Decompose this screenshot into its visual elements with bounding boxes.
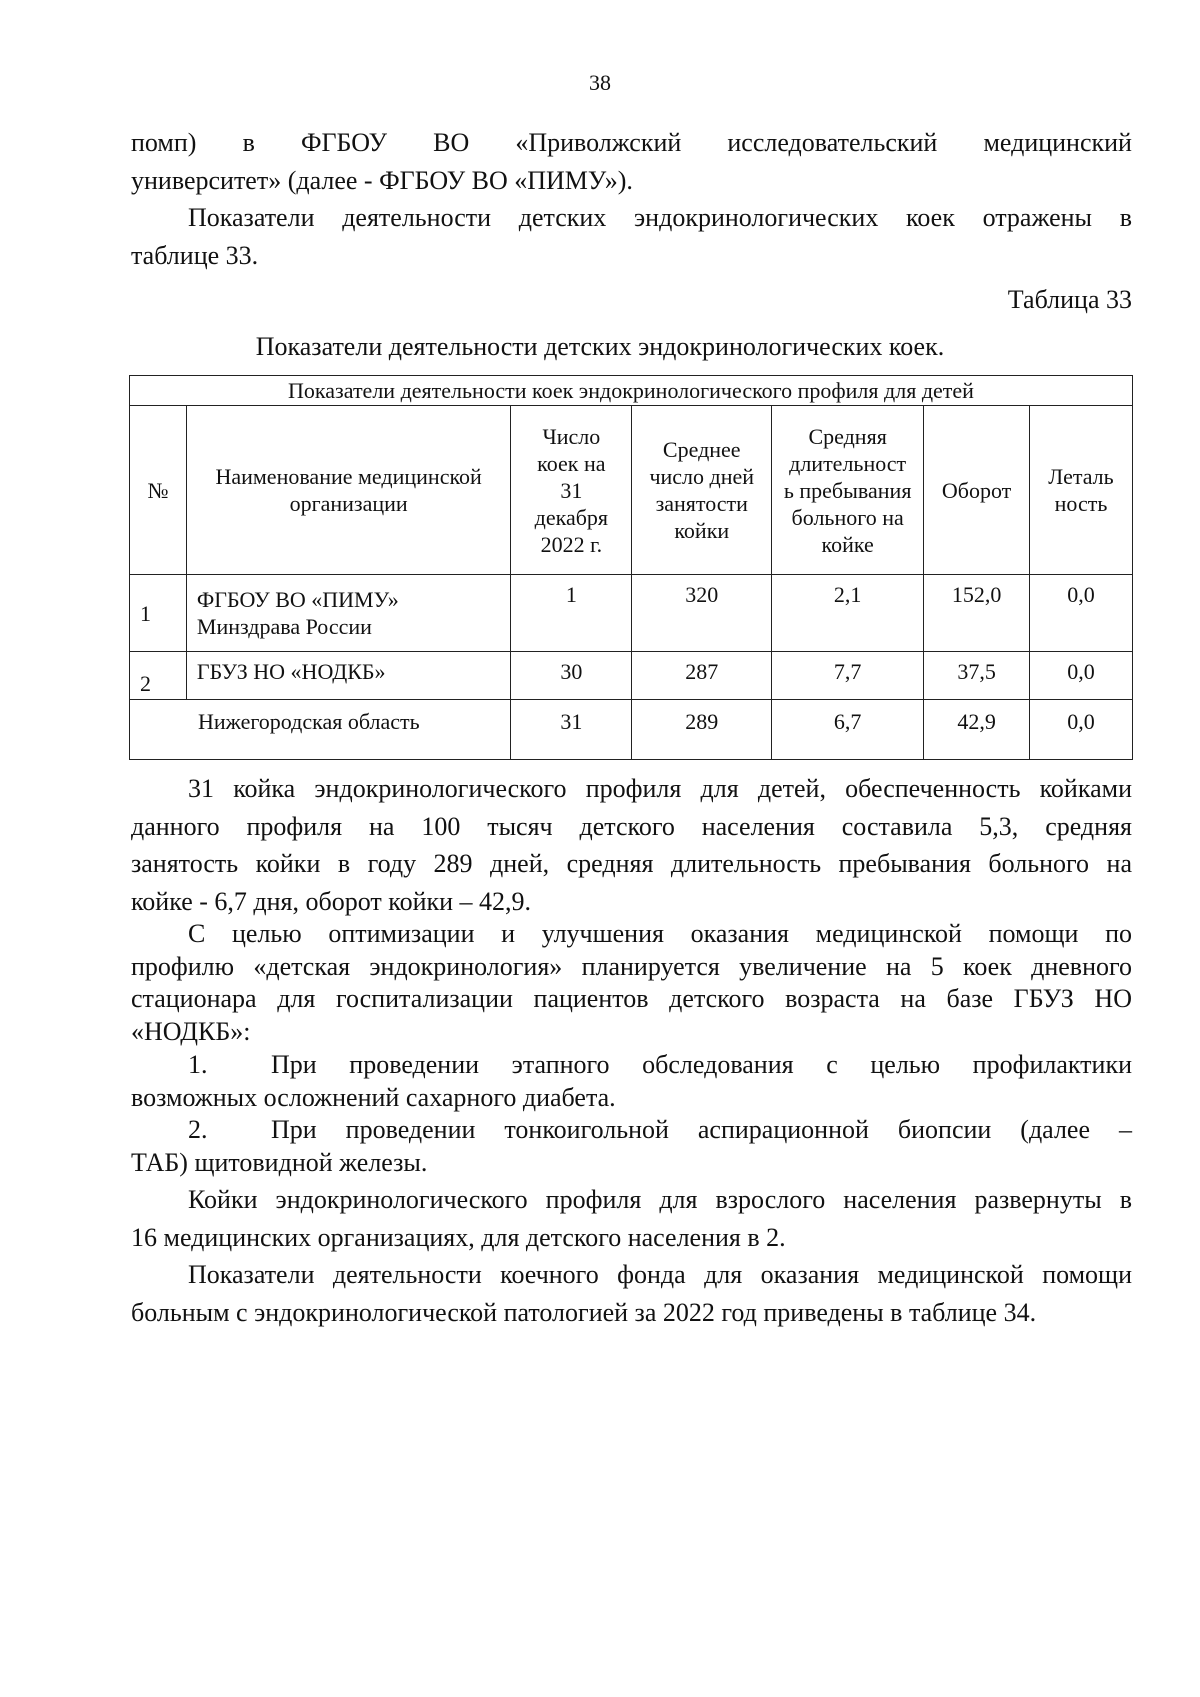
total-org: Нижегородская область — [130, 700, 511, 760]
column-header-days: Среднее число дней занятости койки — [632, 406, 772, 575]
paragraph-2-line-2: таблице 33. — [131, 240, 259, 270]
table-total-row — [130, 700, 1133, 760]
word: помп) — [131, 128, 197, 157]
row-org-line-1: ФГБОУ ВО «ПИМУ» — [196, 587, 399, 612]
list-item-line-1 — [131, 1114, 1132, 1147]
paragraph-4-line-3: стационара для госпитализации пациентов детского возраста на базе ГБУЗ НО — [131, 984, 1132, 1013]
paragraph-4 — [131, 918, 1132, 1048]
list-item — [131, 1114, 1132, 1179]
list-item-line-2: возможных осложнений сахарного диабета. — [131, 1082, 616, 1112]
paragraph-3-line-3: занятость койки в году 289 дней, средняя длительность пребывания больного на — [131, 849, 1132, 878]
page-number: 38 — [589, 70, 611, 95]
row-days: 320 — [632, 575, 772, 652]
row-turnover: 37,5 — [924, 652, 1030, 700]
table-header-row — [130, 406, 1133, 575]
total-turnover: 42,9 — [924, 700, 1030, 760]
row-beds: 30 — [511, 652, 632, 700]
paragraph-3-line-1: 31 койка эндокринологического профиля для детей, обеспеченность койками — [188, 774, 1132, 803]
table-row — [130, 575, 1133, 652]
row-num: 1 — [130, 575, 187, 652]
list-item — [131, 1049, 1132, 1114]
column-header-turnover: Оборот — [924, 406, 1030, 575]
paragraph-3-line-4: койке - 6,7 дня, оборот койки – 42,9. — [131, 886, 532, 916]
total-lethality: 0,0 — [1030, 700, 1133, 760]
paragraph-6-line-1: Показатели деятельности коечного фонда для оказания медицинской помощи — [188, 1260, 1132, 1289]
row-turnover: 152,0 — [924, 575, 1030, 652]
column-header-org: Наименование медицинской организации — [186, 406, 511, 575]
word: в — [242, 128, 255, 157]
word: медицинский — [983, 128, 1132, 157]
paragraph-4-line-4: «НОДКБ»: — [131, 1016, 251, 1046]
paragraph-1 — [131, 124, 1132, 199]
column-header-duration: Средняя длительност ь пребывания больного на койке — [772, 406, 924, 575]
list-item-line-1 — [131, 1049, 1132, 1082]
total-duration: 6,7 — [772, 700, 924, 760]
list-item-text: При проведении тонкоигольной аспирационной биопсии (далее – — [271, 1115, 1132, 1144]
table-group-header: Показатели деятельности коек эндокринологического профиля для детей — [130, 376, 1133, 406]
list-item-marker: 2. — [188, 1115, 208, 1144]
row-num: 2 — [130, 652, 187, 700]
paragraph-1-line-2: университет» (далее - ФГБОУ ВО «ПИМУ»). — [131, 165, 633, 195]
total-days: 289 — [632, 700, 772, 760]
paragraph-3 — [131, 770, 1132, 920]
row-org — [186, 575, 511, 652]
row-beds: 1 — [511, 575, 632, 652]
paragraph-6-line-2: больным с эндокринологической патологией за 2022 год приведены в таблице 34. — [131, 1297, 1037, 1327]
paragraph-6 — [131, 1256, 1132, 1331]
paragraph-5 — [131, 1181, 1132, 1256]
word: ФГБОУ — [300, 128, 388, 157]
row-days: 287 — [632, 652, 772, 700]
row-lethality: 0,0 — [1030, 652, 1133, 700]
paragraph-5-line-2: 16 медицинских организациях, для детского населения в 2. — [131, 1222, 786, 1252]
row-duration: 2,1 — [772, 575, 924, 652]
list-item-line-2: ТАБ) щитовидной железы. — [131, 1147, 428, 1177]
table-row — [130, 652, 1133, 700]
row-duration: 7,7 — [772, 652, 924, 700]
numbered-list — [131, 1049, 1132, 1179]
paragraph-3-line-2: данного профиля на 100 тысяч детского населения составила 5,3, средняя — [131, 811, 1132, 841]
column-header-num: № — [130, 406, 187, 575]
word: ВО — [433, 128, 470, 157]
list-item-text: При проведении этапного обследования с целью профилактики — [271, 1050, 1132, 1079]
paragraph-2 — [131, 199, 1132, 274]
list-item-marker: 1. — [188, 1050, 208, 1079]
paragraph-4-line-1: С целью оптимизации и улучшения оказания медицинской помощи по — [188, 919, 1132, 948]
total-beds: 31 — [511, 700, 632, 760]
table-title: Показатели деятельности детских эндокринологических коек. — [255, 332, 945, 361]
paragraph-2-line-1: Показатели деятельности детских эндокринологических коек отражены в — [188, 203, 1132, 232]
paragraph-5-line-1: Койки эндокринологического профиля для взрослого населения развернуты в — [188, 1185, 1132, 1214]
table-label: Таблица 33 — [1007, 285, 1132, 314]
bed-indicators-table — [129, 375, 1133, 760]
row-lethality: 0,0 — [1030, 575, 1133, 652]
word: исследовательский — [727, 128, 938, 157]
word: «Приволжский — [515, 128, 682, 157]
row-org: ГБУЗ НО «НОДКБ» — [186, 652, 511, 700]
paragraph-4-line-2: профилю «детская эндокринология» планируется увеличение на 5 коек дневного — [131, 951, 1132, 981]
column-header-beds: Число коек на 31 декабря 2022 г. — [511, 406, 632, 575]
row-org-line-2: Минздрава России — [196, 614, 372, 639]
column-header-lethality: Леталь ность — [1030, 406, 1133, 575]
paragraph-1-line-1 — [131, 124, 1132, 162]
